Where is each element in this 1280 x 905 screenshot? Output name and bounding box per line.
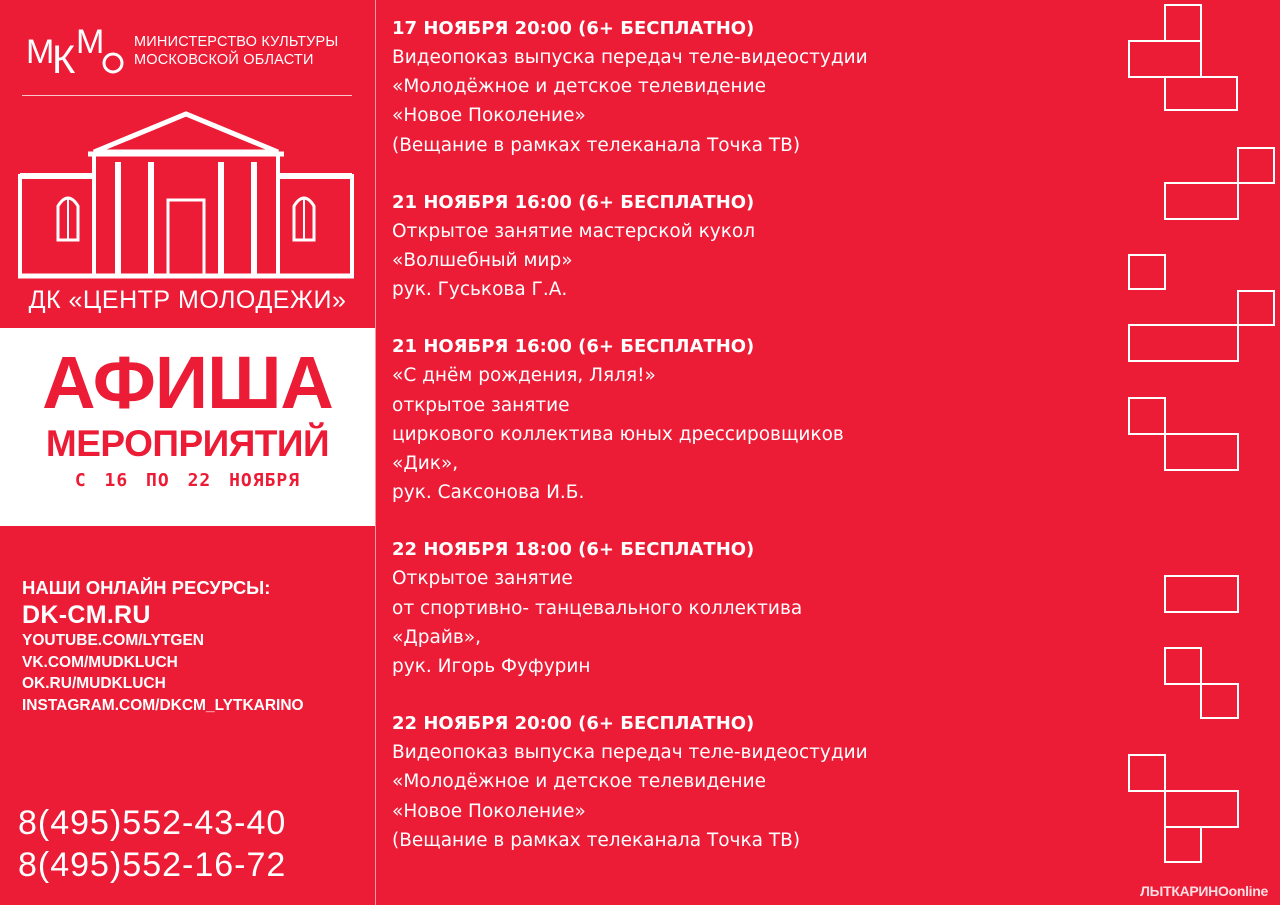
- event-item: [392, 14, 1112, 160]
- logo-divider: [22, 95, 352, 96]
- events-list: [392, 14, 1112, 883]
- event-text: «Молодёжное и детское телевидение: [392, 771, 767, 793]
- event-text: рук. Саксонова И.Б.: [392, 482, 585, 504]
- event-item: [392, 535, 1112, 681]
- watermark: ЛЫТКАРИНОonline: [1140, 883, 1268, 899]
- ministry-name: [134, 33, 338, 69]
- resource-link-main[interactable]: DK-CM.RU: [22, 601, 151, 629]
- square-pattern-decoration: [1120, 0, 1280, 880]
- org-name: ДК «ЦЕНТР МОЛОДЕЖИ»: [28, 286, 347, 314]
- event-text: открытое занятие: [392, 394, 570, 416]
- resource-link-vk[interactable]: VK.COM/MUDKLUCH: [22, 653, 178, 671]
- event-date: 22 НОЯБРЯ 20:00 (6+ БЕСПЛАТНО): [392, 713, 755, 735]
- phone-number[interactable]: 8(495)552-43-40: [18, 804, 287, 842]
- event-text: Открытое занятие: [392, 568, 573, 590]
- resource-link-instagram[interactable]: INSTAGRAM.COM/DKCM_LYTKARINO: [22, 696, 304, 714]
- ministry-line-1: МИНИСТЕРСТВО КУЛЬТУРЫ: [134, 34, 339, 50]
- phone-number[interactable]: 8(495)552-16-72: [18, 846, 287, 884]
- event-text: Видеопоказ выпуска передач теле-видеостудии: [392, 742, 868, 764]
- event-item: [392, 188, 1112, 305]
- event-date: 21 НОЯБРЯ 16:00 (6+ БЕСПЛАТНО): [392, 191, 755, 213]
- poster-title-box: [0, 328, 375, 526]
- poster-title: АФИША: [42, 341, 333, 424]
- poster-subtitle: МЕРОПРИЯТИЙ: [45, 423, 330, 464]
- building-facade-icon: [18, 110, 354, 280]
- event-text: циркового коллектива юных дрессировщиков: [392, 423, 844, 445]
- event-item: [392, 332, 1112, 507]
- event-text: «Новое Поколение»: [392, 800, 586, 822]
- column-divider: [375, 0, 376, 905]
- phone-numbers: [18, 802, 286, 886]
- event-item: [392, 709, 1112, 855]
- mkmo-logo-icon: [26, 23, 126, 79]
- event-text: (Вещание в рамках телеканала Точка ТВ): [392, 134, 801, 156]
- event-date: 22 НОЯБРЯ 18:00 (6+ БЕСПЛАТНО): [392, 539, 755, 561]
- event-text: рук. Гуськова Г.А.: [392, 279, 568, 301]
- svg-text:К: К: [52, 38, 76, 79]
- poster-dates: С 16 ПО 22 НОЯБРЯ: [74, 470, 301, 491]
- left-panel: [0, 0, 375, 905]
- event-text: Открытое занятие мастерской кукол: [392, 220, 756, 242]
- event-text: от спортивно- танцевального коллектива: [392, 597, 803, 619]
- event-text: «С днём рождения, Ляля!»: [392, 365, 656, 387]
- event-text: «Волшебный мир»: [392, 250, 573, 272]
- event-date: 17 НОЯБРЯ 20:00 (6+ БЕСПЛАТНО): [392, 18, 755, 39]
- ministry-logo: [26, 22, 356, 80]
- svg-text:М: М: [76, 23, 105, 61]
- event-text: Видеопоказ выпуска передач теле-видеостудии: [392, 47, 868, 68]
- resource-link-youtube[interactable]: YOUTUBE.COM/LYTGEN: [22, 632, 204, 649]
- event-text: рук. Игорь Фуфурин: [392, 656, 591, 678]
- event-text: «Драйв»,: [392, 626, 481, 648]
- resource-link-ok[interactable]: OK.RU/MUDKLUCH: [22, 675, 166, 692]
- ministry-line-2: МОСКОВСКОЙ ОБЛАСТИ: [134, 52, 314, 68]
- svg-text:М: М: [26, 33, 53, 71]
- online-resources: [22, 576, 367, 716]
- event-text: «Новое Поколение»: [392, 105, 586, 127]
- event-date: 21 НОЯБРЯ 16:00 (6+ БЕСПЛАТНО): [392, 336, 755, 358]
- event-text: «Дик»,: [392, 453, 459, 475]
- resources-title: НАШИ ОНЛАЙН РЕСУРСЫ:: [22, 577, 271, 598]
- event-text: (Вещание в рамках телеканала Точка ТВ): [392, 829, 801, 851]
- event-text: «Молодёжное и детское телевидение: [392, 76, 767, 98]
